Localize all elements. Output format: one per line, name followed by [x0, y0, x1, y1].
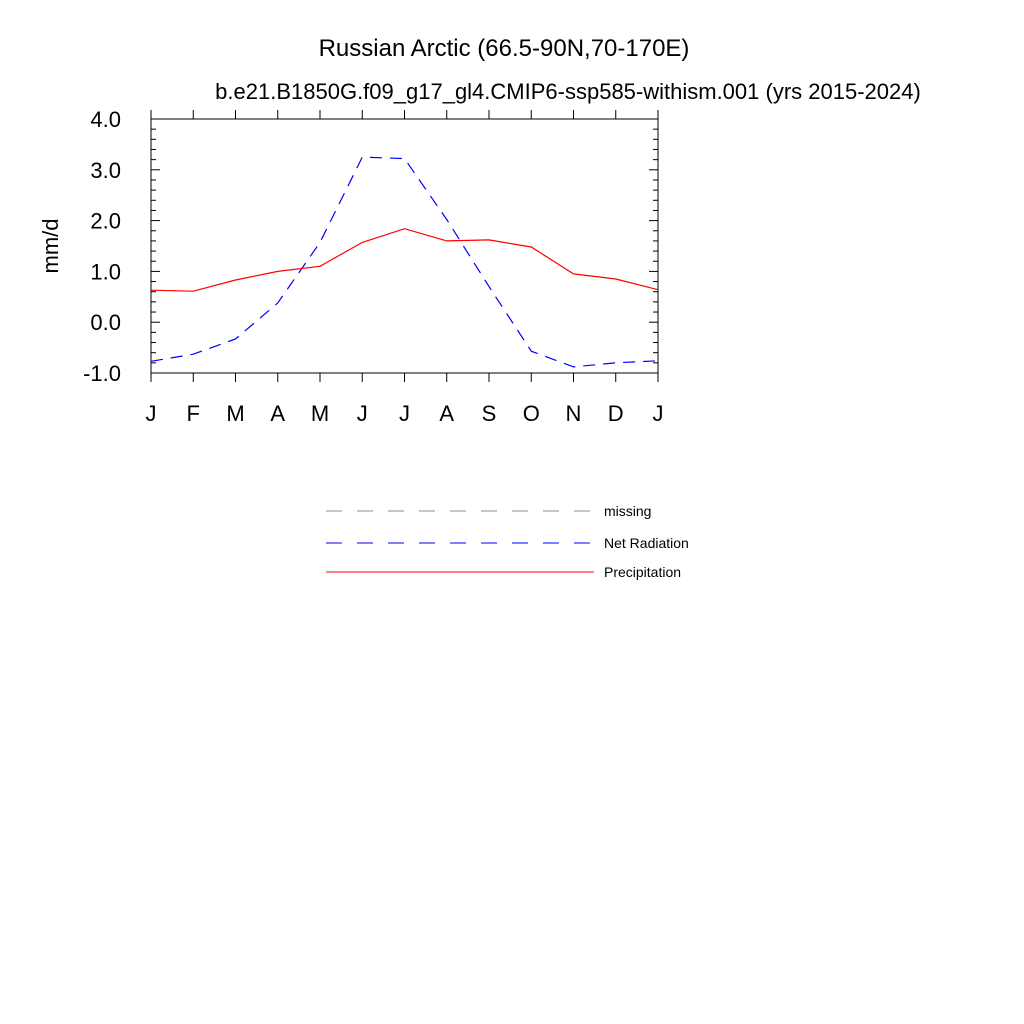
y-axis-label: mm/d [38, 218, 63, 274]
chart-title: Russian Arctic (66.5-90N,70-170E) [318, 35, 690, 62]
legend-label: Precipitation [604, 564, 682, 580]
x-tick-label: M [310, 401, 330, 426]
x-tick-label: O [522, 401, 540, 426]
plot-frame [151, 119, 658, 373]
legend-label: Net Radiation [604, 535, 689, 551]
chart-subtitle: b.e21.B1850G.f09_g17_gl4.CMIP6-ssp585-withism.001 (yrs 2015-2024) [215, 79, 921, 104]
x-tick-label: S [481, 401, 497, 426]
y-tick-label: 3.0 [90, 157, 121, 183]
x-tick-label: A [439, 401, 455, 426]
x-tick-label: J [356, 401, 368, 426]
legend-label: missing [604, 503, 652, 519]
x-tick-label: J [399, 401, 410, 426]
x-tick-label: J [652, 401, 664, 426]
y-tick-label: -1.0 [83, 361, 121, 386]
y-tick-label: 2.0 [90, 208, 121, 234]
x-tick-label: N [565, 401, 582, 426]
x-tick-label: F [186, 401, 200, 426]
series-line-precipitation [151, 229, 658, 292]
x-tick-label: D [607, 401, 624, 426]
plot-area [83, 107, 663, 426]
y-tick-label: 4.0 [90, 107, 121, 132]
y-tick-label: 1.0 [90, 259, 121, 285]
legend [326, 503, 689, 580]
y-tick-label: 0.0 [90, 310, 121, 336]
series-line-net-radiation [151, 157, 658, 367]
x-tick-label: A [270, 401, 286, 426]
x-tick-label: J [145, 401, 157, 426]
x-tick-label: M [226, 401, 245, 426]
